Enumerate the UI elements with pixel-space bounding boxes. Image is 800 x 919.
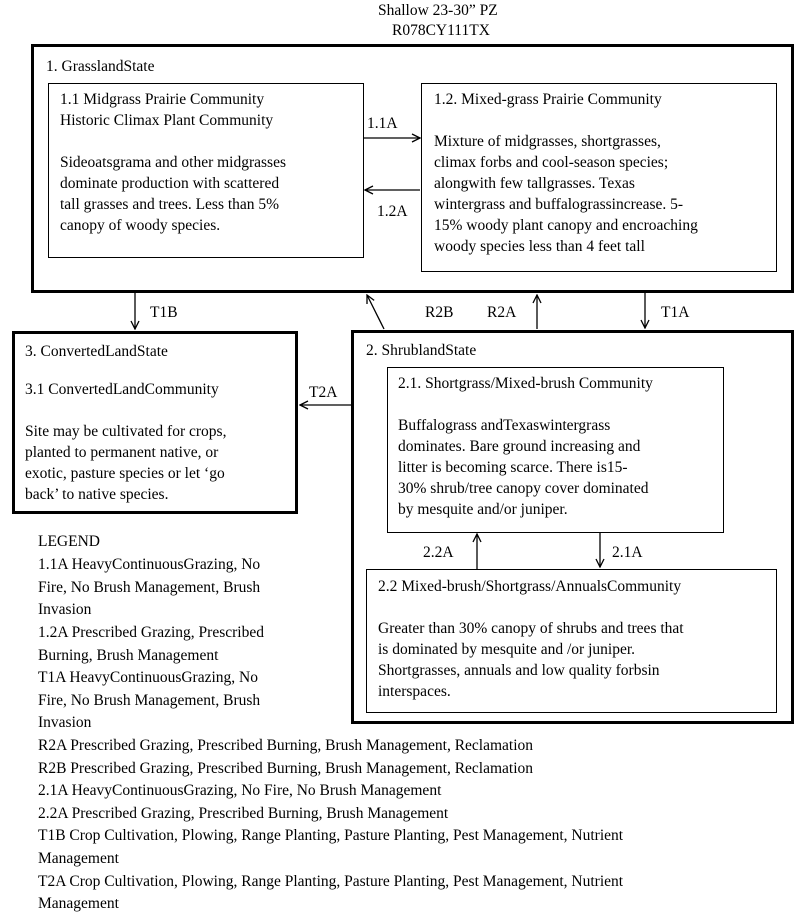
community-1-1-desc-line: tall grasses and trees. Less than 5% <box>60 196 280 213</box>
community-2-1-title: 2.1. Shortgrass/Mixed-brush Community <box>398 375 653 392</box>
community-2-1-desc-line: by mesquite and/or juniper. <box>398 501 568 518</box>
community-3-1-title: 3.1 ConvertedLandCommunity <box>25 381 219 398</box>
converted-land-state-title: 3. ConvertedLandState <box>25 343 168 360</box>
community-2-1-desc-line: Buffalograss andTexaswintergrass <box>398 417 611 434</box>
community-1-2-desc-line: woody species less than 4 feet tall <box>434 238 645 255</box>
legend-line: Management <box>38 850 119 867</box>
legend-line: 1.2A Prescribed Grazing, Prescribed <box>38 624 264 641</box>
label-r2a: R2A <box>487 304 517 321</box>
legend-line: Invasion <box>38 601 92 618</box>
legend-line: T1A HeavyContinuousGrazing, No <box>38 669 258 686</box>
diagram-title-zone: Shallow 23-30” PZ <box>378 2 498 19</box>
legend-line: Management <box>38 895 119 912</box>
legend-line: 1.1A HeavyContinuousGrazing, No <box>38 556 261 573</box>
community-3-1-desc-line: Site may be cultivated for crops, <box>25 423 227 440</box>
community-1-2-title: 1.2. Mixed-grass Prairie Community <box>434 91 662 108</box>
community-1-1-desc-line: dominate production with scattered <box>60 175 280 192</box>
legend-line: 2.2A Prescribed Grazing, Prescribed Burning, Brush Management <box>38 805 449 822</box>
community-2-2-desc-line: Greater than 30% canopy of shrubs and trees that <box>378 620 684 637</box>
community-2-2-desc-line: interspaces. <box>378 683 451 700</box>
community-3-1-desc-line: exotic, pasture species or let ‘go <box>25 465 225 482</box>
label-t1b: T1B <box>150 304 178 321</box>
legend-line: Fire, No Brush Management, Brush <box>38 579 261 596</box>
community-1-1-subtitle: Historic Climax Plant Community <box>60 112 274 129</box>
legend-line: R2A Prescribed Grazing, Prescribed Burning, Brush Management, Reclamation <box>38 737 534 754</box>
label-2-1a: 2.1A <box>612 544 643 561</box>
community-2-2-desc-line: is dominated by mesquite and /or juniper. <box>378 641 635 658</box>
grassland-state-title: 1. GrasslandState <box>46 58 155 75</box>
community-1-2-desc-line: climax forbs and cool-season species; <box>434 154 669 171</box>
community-1-1-desc-line: canopy of woody species. <box>60 217 221 234</box>
community-3-1-desc-line: back’ to native species. <box>25 486 169 503</box>
community-2-1-desc-line: dominates. Bare ground increasing and <box>398 438 641 455</box>
legend-line: 2.1A HeavyContinuousGrazing, No Fire, No Brush Management <box>38 782 442 799</box>
legend-line: Fire, No Brush Management, Brush <box>38 692 261 709</box>
community-2-1-desc-line: litter is becoming scarce. There is15- <box>398 459 628 476</box>
community-1-2-desc-line: wintergrass and buffalograssincrease. 5- <box>434 196 684 213</box>
arrow-r2b <box>367 295 384 329</box>
label-r2b: R2B <box>425 304 454 321</box>
community-1-1-title: 1.1 Midgrass Prairie Community <box>60 91 265 108</box>
label-t1a: T1A <box>661 304 690 321</box>
community-1-2-desc-line: alongwith few tallgrasses. Texas <box>434 175 635 192</box>
legend-line: R2B Prescribed Grazing, Prescribed Burning, Brush Management, Reclamation <box>38 760 534 777</box>
community-1-1-desc-line: Sideoatsgrama and other midgrasses <box>60 154 286 171</box>
label-t2a: T2A <box>309 384 338 401</box>
community-3-1-desc-line: planted to permanent native, or <box>25 444 219 461</box>
legend-line: Burning, Brush Management <box>38 647 219 664</box>
shrubland-state-title: 2. ShrublandState <box>366 342 477 359</box>
label-1-1a: 1.1A <box>367 115 398 132</box>
community-2-1-desc-line: 30% shrub/tree canopy cover dominated <box>398 480 649 497</box>
community-2-2-desc-line: Shortgrasses, annuals and low quality forbsin <box>378 662 660 679</box>
legend-title: LEGEND <box>38 533 100 550</box>
community-1-2-desc-line: 15% woody plant canopy and encroaching <box>434 217 698 234</box>
community-1-2-desc-line: Mixture of midgrasses, shortgrasses, <box>434 133 661 150</box>
label-1-2a: 1.2A <box>377 203 408 220</box>
legend-line: T1B Crop Cultivation, Plowing, Range Planting, Pasture Planting, Pest Management, Nutrient <box>38 827 624 844</box>
label-2-2a: 2.2A <box>423 544 454 561</box>
diagram-title-site-id: R078CY111TX <box>392 22 490 39</box>
community-2-2-title: 2.2 Mixed-brush/Shortgrass/AnnualsCommunity <box>378 578 682 595</box>
legend-line: T2A Crop Cultivation, Plowing, Range Planting, Pasture Planting, Pest Management, Nutrient <box>38 873 624 890</box>
legend-line: Invasion <box>38 714 92 731</box>
